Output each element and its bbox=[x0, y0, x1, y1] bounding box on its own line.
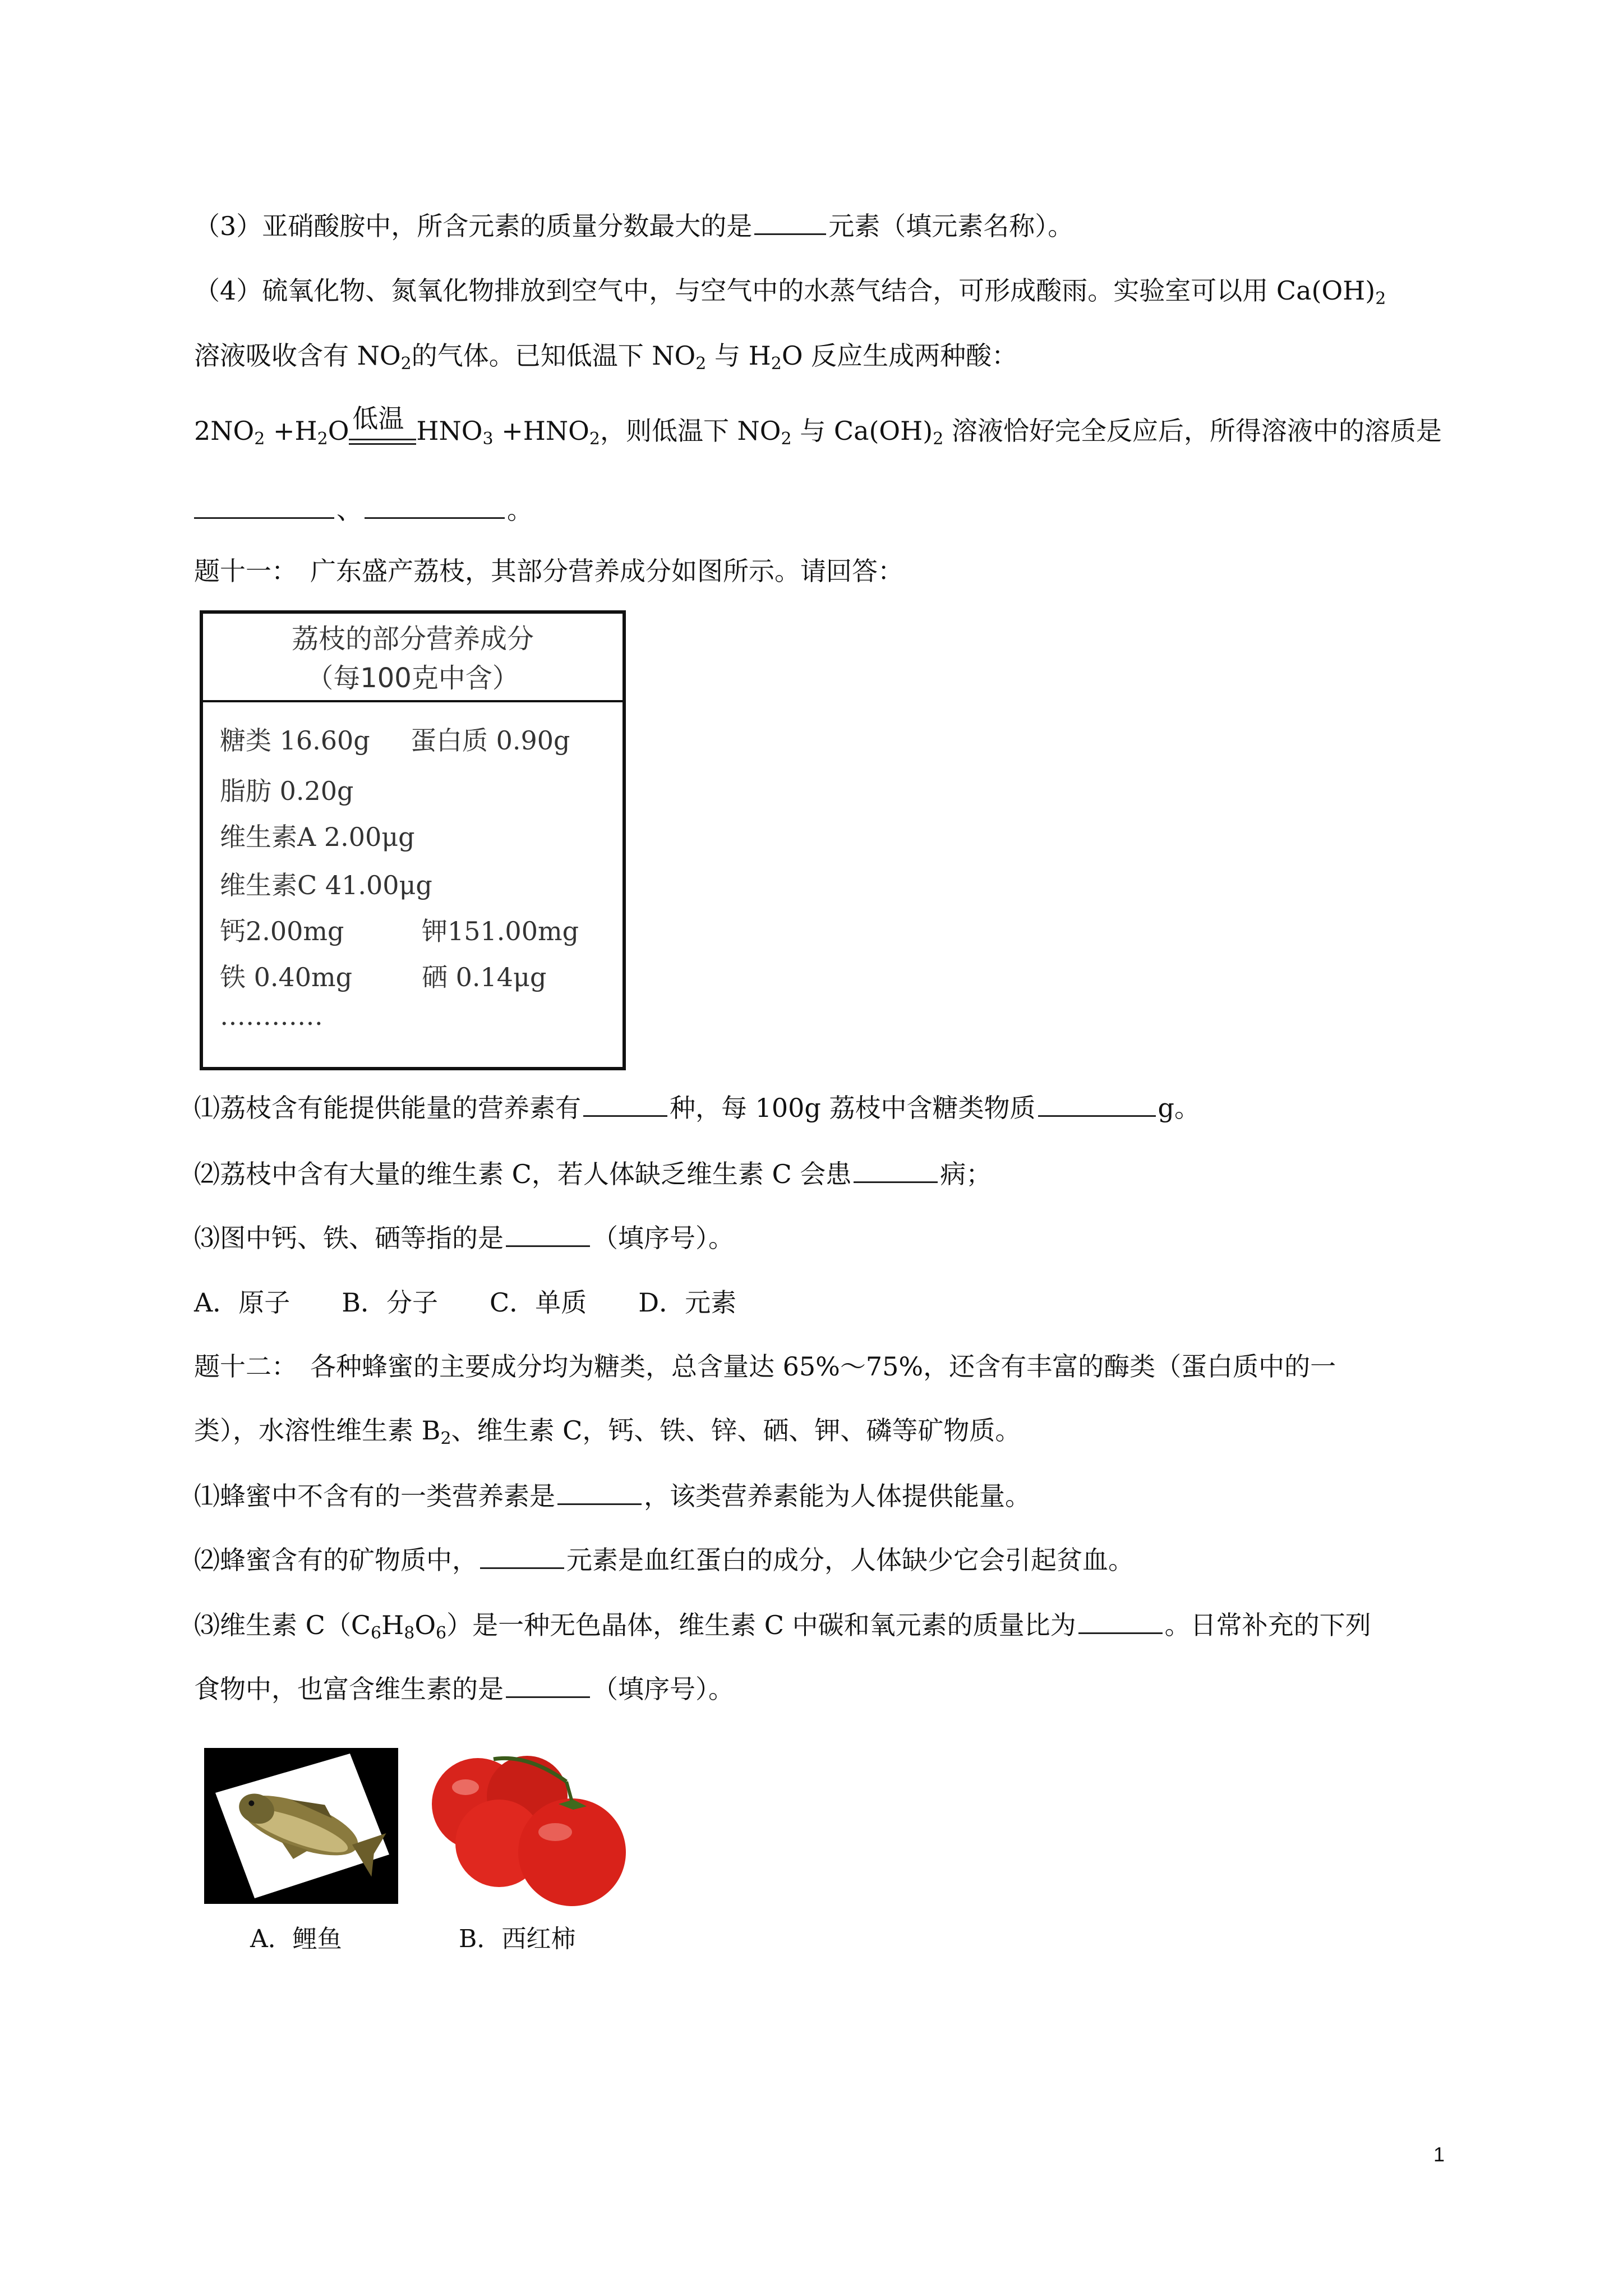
table-header: 荔枝的部分营养成分 （每100克中含） bbox=[203, 614, 623, 702]
table-row: 脂肪 0.20g bbox=[220, 776, 354, 806]
table-row: 铁 0.40mg 硒 0.14μg bbox=[220, 962, 547, 992]
q11-blank-3[interactable] bbox=[854, 1157, 938, 1183]
page-number: 1 bbox=[1433, 2143, 1445, 2166]
reaction-condition: 低温 bbox=[349, 414, 416, 448]
q4-blank-2[interactable] bbox=[365, 493, 505, 519]
q11-blank-2[interactable] bbox=[1038, 1091, 1156, 1117]
table-row: 钙2.00mg 钾151.00mg bbox=[220, 916, 579, 946]
q4-answer-line: 、 。 bbox=[194, 493, 533, 527]
q12-sub1: ⑴蜂蜜中不含有的一类营养素是 ，该类营养素能为人体提供能量。 bbox=[194, 1479, 1031, 1513]
q4-equation-line: $2NO_2 +H_2O$ 低温 $HNO_3 +HNO_2$，则低温下 $NO_2$ 与 $Ca(OH)_2$ 溶液恰好完全反应后，所得溶液中的溶质是 bbox=[194, 403, 1442, 449]
table-row: 维生素A 2.00μg bbox=[220, 822, 415, 852]
q11-sub3: ⑶图中钙、铁、硒等指的是 （填序号）。 bbox=[194, 1221, 734, 1255]
carp-image bbox=[204, 1748, 398, 1904]
q3-blank[interactable] bbox=[754, 209, 826, 235]
q12-blank-1[interactable] bbox=[557, 1479, 642, 1505]
q12-line-2: 类），水溶性维生素 $B_2$、维生素 C，钙、铁、锌、硒、钾、磷等矿物质。 bbox=[194, 1415, 1021, 1448]
q12-sub4: 食物中，也富含维生素的是 （填序号）。 bbox=[194, 1672, 734, 1706]
q12-blank-4[interactable] bbox=[506, 1672, 590, 1698]
q11-blank-1[interactable] bbox=[583, 1091, 667, 1117]
q12-sub3: ⑶维生素 $C(C_6H_8O_6)$是一种无色晶体，维生素 C 中碳和氧元素的质量比为 。日常补充的下列 bbox=[194, 1608, 1371, 1642]
table-row: ………… bbox=[220, 1001, 323, 1031]
q11-blank-4[interactable] bbox=[506, 1221, 590, 1247]
q11-sub2: ⑵荔枝中含有大量的维生素 C，若人体缺乏维生素 C 会患 病； bbox=[194, 1157, 992, 1191]
q12-blank-3[interactable] bbox=[1078, 1608, 1163, 1634]
q3-line: （3）亚硝酸胺中，所含元素的质量分数最大的是 元素（填元素名称）。 bbox=[194, 209, 1073, 243]
caption-carp: A．鲤鱼 bbox=[250, 1925, 342, 1953]
lychee-nutrition-table bbox=[200, 610, 626, 1070]
tomato-image bbox=[426, 1748, 634, 1906]
q11-title: 题十一： 广东盛产荔枝，其部分营养成分如图所示。请回答： bbox=[194, 556, 903, 586]
q12-sub2: ⑵蜂蜜含有的矿物质中， 元素是血红蛋白的成分，人体缺少它会引起贫血。 bbox=[194, 1543, 1134, 1577]
q11-sub1: ⑴荔枝含有能提供能量的营养素有 种，每 100g 荔枝中含糖类物质 g。 bbox=[194, 1091, 1200, 1125]
table-row: 糖类 16.60g 蛋白质 0.90g bbox=[220, 725, 570, 756]
caption-tomato: B．西红柿 bbox=[459, 1925, 576, 1953]
q4-line-1: （4）硫氧化物、氮氧化物排放到空气中，与空气中的水蒸气结合，可形成酸雨。实验室可以用 $Ca(OH)_2$ bbox=[194, 275, 1386, 309]
q4-line-2: 溶液吸收含有 $NO_2$的气体。已知低温下 $NO_2$ 与 $H_2O$ 反应生成两种酸： bbox=[194, 341, 1018, 374]
q4-blank-1[interactable] bbox=[194, 493, 334, 519]
q12-blank-2[interactable] bbox=[480, 1543, 564, 1569]
q11-options: A．原子 B．分子 C．单质 D．元素 bbox=[194, 1287, 737, 1318]
table-row: 维生素C 41.00μg bbox=[220, 870, 432, 900]
q12-line-1: 题十二： 各种蜂蜜的主要成分均为糖类，总含量达 65%～75%，还含有丰富的酶类（蛋白质中的一 bbox=[194, 1351, 1336, 1382]
